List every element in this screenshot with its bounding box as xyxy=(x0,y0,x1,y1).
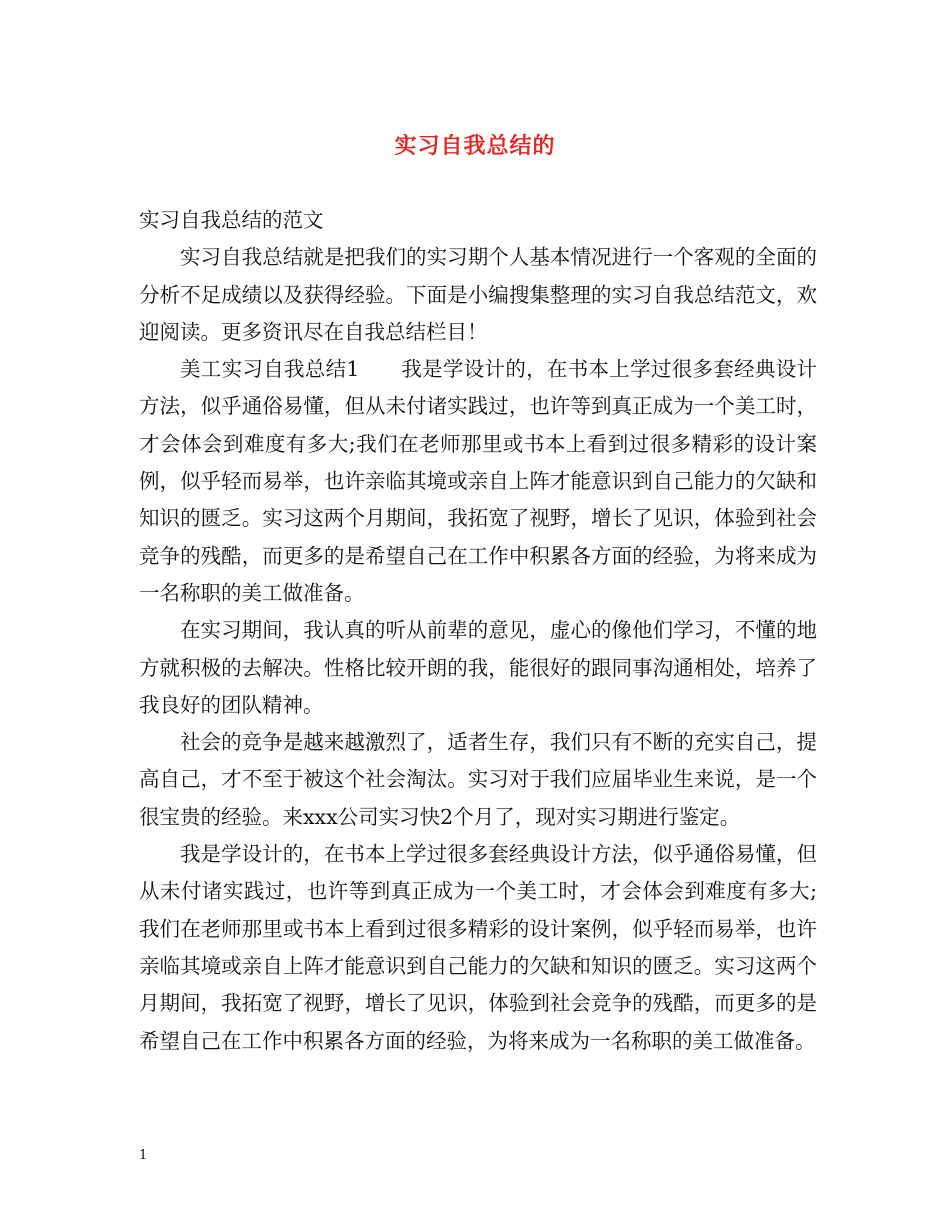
page-number: 1 xyxy=(139,1148,148,1163)
paragraph-internship-period: 在实习期间，我认真的听从前辈的意见，虚心的像他们学习，不懂的地方就积极的去解决。性格比较开朗的我，能很好的跟同事沟通相处，培养了我良好的团队精神。 xyxy=(139,618,817,717)
document-subtitle: 实习自我总结的范文 xyxy=(139,208,324,232)
paragraph-design-experience: 我是学设计的，在书本上学过很多套经典设计方法，似乎通俗易懂，但从未付诸实践过，也许等到真正成为一个美工时，才会体会到难度有多大;我们在老师那里或书本上看到过很多精彩的设计案例，似乎轻而易举，也许亲临其境或亲自上阵才能意识到自己能力的欠缺和知识的匮乏。实习这两个月期间，我拓宽了视野，增长了见识，体验到社会竞争的残酷，而更多的是希望自己在工作中积累各方面的经验，为将来成为一名称职的美工做准备。 xyxy=(139,842,817,1053)
paragraph-intro: 实习自我总结就是把我们的实习期个人基本情况进行一个客观的全面的分析不足成绩以及获得经验。下面是小编搜集整理的实习自我总结范文，欢迎阅读。更多资讯尽在自我总结栏目！ xyxy=(139,245,817,344)
paragraph-summary-1: 美工实习自我总结1 我是学设计的，在书本上学过很多套经典设计方法，似乎通俗易懂，但从未付诸实践过，也许等到真正成为一个美工时，才会体会到难度有多大;我们在老师那里或书本上看到过很多精彩的设计案例，似乎轻而易举，也许亲临其境或亲自上阵才能意识到自己能力的欠缺和知识的匮乏。实习这两个月期间，我拓宽了视野，增长了见识，体验到社会竞争的残酷，而更多的是希望自己在工作中积累各方面的经验，为将来成为一名称职的美工做准备。 xyxy=(139,357,817,605)
document-title: 实习自我总结的 xyxy=(394,134,556,159)
paragraph-competition: 社会的竞争是越来越激烈了，适者生存，我们只有不断的充实自己，提高自己，才不至于被这个社会淘汰。实习对于我们应届毕业生来说，是一个很宝贵的经验。来xxx公司实习快2个月了，现对实习期进行鉴定。 xyxy=(139,730,817,829)
document-body xyxy=(139,202,817,1060)
